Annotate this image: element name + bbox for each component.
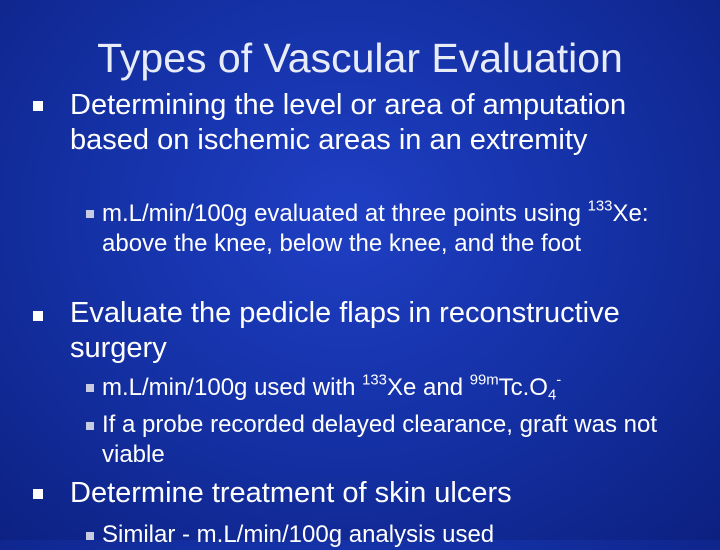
sub-bullet-probe-clearance: If a probe recorded delayed clearance, graft was not viable — [102, 411, 657, 468]
ion-charge: - — [556, 372, 562, 389]
sub-bullet-similar-analysis: Similar - m.L/min/100g analysis used — [102, 521, 495, 548]
sub-bullet-xenon-points — [102, 199, 692, 259]
slide-title: Types of Vascular Evaluation — [97, 35, 623, 81]
sub-bullet-isotopes — [102, 373, 692, 403]
sub-bullet-text: Xe and — [386, 374, 470, 401]
sub-bullet-text: m.L/min/100g evaluated at three points using — [102, 200, 588, 227]
bullet-skin-ulcers: Determine treatment of skin ulcers — [70, 477, 512, 509]
isotope-mass-number: 133 — [362, 372, 387, 389]
sub-bullet-text: Tc.O — [498, 374, 548, 401]
isotope-mass-number: 99m — [469, 372, 499, 389]
formula-subscript: 4 — [547, 387, 557, 404]
bullet-pedicle-flaps: Evaluate the pedicle flaps in reconstructive surgery — [70, 297, 620, 364]
isotope-mass-number: 133 — [587, 198, 613, 215]
sub-bullet-text: Xe: above the knee, below the knee, and the foot — [102, 200, 649, 257]
sub-bullet-text: m.L/min/100g used with — [102, 374, 363, 401]
bullet-amputation-level: Determining the level or area of amputation based on ischemic areas in an extremity — [70, 89, 627, 156]
